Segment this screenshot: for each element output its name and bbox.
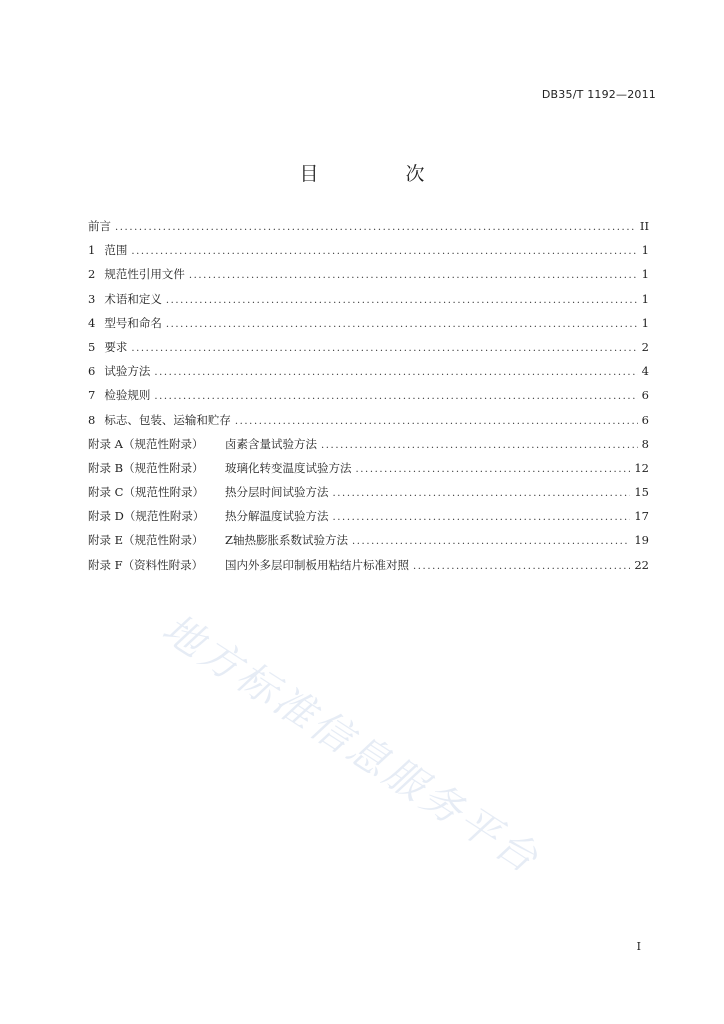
table-of-contents <box>88 218 649 581</box>
toc-entry-7[interactable] <box>88 387 649 411</box>
toc-leader-dots <box>154 364 637 381</box>
toc-leader-dots <box>352 533 630 550</box>
toc-entry-page: 8 <box>641 436 649 451</box>
toc-entry-6[interactable] <box>88 363 649 387</box>
toc-entry-3[interactable] <box>88 291 649 315</box>
toc-entry-page: 15 <box>634 485 649 500</box>
page-number: I <box>636 940 641 953</box>
toc-entry-label: 规范性引用文件 <box>104 267 185 282</box>
toc-entry-page: 1 <box>641 267 649 282</box>
toc-entry-label: 试验方法 <box>104 364 151 379</box>
toc-appendix-b[interactable] <box>88 460 649 484</box>
toc-leader-dots <box>333 485 631 502</box>
toc-entry-4[interactable] <box>88 315 649 339</box>
toc-entry-preface[interactable] <box>88 218 649 242</box>
toc-appendix-prefix: 附录 D（规范性附录） <box>88 509 205 524</box>
toc-entry-8[interactable] <box>88 412 649 436</box>
toc-appendix-title: 国内外多层印制板用粘结片标准对照 <box>225 557 409 572</box>
toc-entry-label: 检验规则 <box>104 388 151 403</box>
toc-appendix-title: 热分层时间试验方法 <box>225 485 329 500</box>
toc-leader-dots <box>154 388 637 405</box>
toc-entry-page: 6 <box>641 412 649 427</box>
toc-entry-page: II <box>639 219 649 233</box>
watermark-text: 地方标准信息服务平台 <box>154 605 549 884</box>
toc-entry-number: 5 <box>88 339 96 354</box>
toc-leader-dots <box>166 292 638 309</box>
toc-entry-label: 型号和命名 <box>104 315 162 330</box>
toc-entry-5[interactable] <box>88 339 649 363</box>
toc-entry-number: 2 <box>88 267 96 282</box>
toc-entry-label: 范围 <box>104 243 128 258</box>
toc-leader-dots <box>131 243 637 260</box>
toc-appendix-prefix: 附录 B（规范性附录） <box>88 460 204 475</box>
toc-appendix-title: 玻璃化转变温度试验方法 <box>225 460 352 475</box>
toc-entry-page: 2 <box>641 339 649 354</box>
page-title: 目 次 <box>299 163 459 185</box>
toc-appendix-d[interactable] <box>88 508 649 532</box>
toc-entry-2[interactable] <box>88 266 649 290</box>
toc-entry-number: 7 <box>88 388 96 403</box>
toc-entry-page: 22 <box>634 557 649 572</box>
toc-entry-page: 6 <box>641 388 649 403</box>
toc-entry-label: 要求 <box>104 339 128 354</box>
toc-leader-dots <box>166 316 638 333</box>
toc-leader-dots <box>131 340 637 357</box>
toc-leader-dots <box>356 461 631 478</box>
toc-entry-number: 1 <box>88 243 96 258</box>
toc-entry-page: 4 <box>641 364 649 379</box>
toc-leader-dots <box>115 219 636 236</box>
toc-leader-dots <box>321 437 638 454</box>
toc-appendix-a[interactable] <box>88 436 649 460</box>
toc-appendix-c[interactable] <box>88 484 649 508</box>
toc-entry-page: 17 <box>634 509 649 524</box>
toc-entry-label: 前言 <box>88 219 111 233</box>
toc-appendix-f[interactable] <box>88 557 649 581</box>
toc-leader-dots <box>333 509 631 526</box>
toc-entry-number: 4 <box>88 315 96 330</box>
toc-appendix-title: 热分解温度试验方法 <box>225 509 329 524</box>
toc-entry-number: 6 <box>88 364 96 379</box>
standard-code: DB35/T 1192—2011 <box>541 88 656 101</box>
toc-appendix-title: 卤素含量试验方法 <box>225 436 317 451</box>
toc-leader-dots <box>235 413 638 430</box>
toc-appendix-title: Z轴热膨胀系数试验方法 <box>225 533 348 548</box>
toc-leader-dots <box>189 267 638 284</box>
toc-entry-page: 1 <box>641 243 649 258</box>
toc-appendix-e[interactable] <box>88 532 649 556</box>
toc-entry-page: 12 <box>634 460 649 475</box>
toc-leader-dots <box>413 558 630 575</box>
toc-appendix-prefix: 附录 A（规范性附录） <box>88 436 204 451</box>
toc-appendix-prefix: 附录 F（资料性附录） <box>88 557 204 572</box>
toc-entry-page: 19 <box>634 533 649 548</box>
toc-entry-number: 8 <box>88 412 96 427</box>
toc-entry-label: 术语和定义 <box>104 291 162 306</box>
toc-entry-1[interactable] <box>88 242 649 266</box>
toc-entry-page: 1 <box>641 291 649 306</box>
toc-appendix-prefix: 附录 E（规范性附录） <box>88 533 204 548</box>
toc-entry-page: 1 <box>641 315 649 330</box>
toc-entry-label: 标志、包装、运输和贮存 <box>104 412 231 427</box>
toc-appendix-prefix: 附录 C（规范性附录） <box>88 485 204 500</box>
toc-entry-number: 3 <box>88 291 96 306</box>
